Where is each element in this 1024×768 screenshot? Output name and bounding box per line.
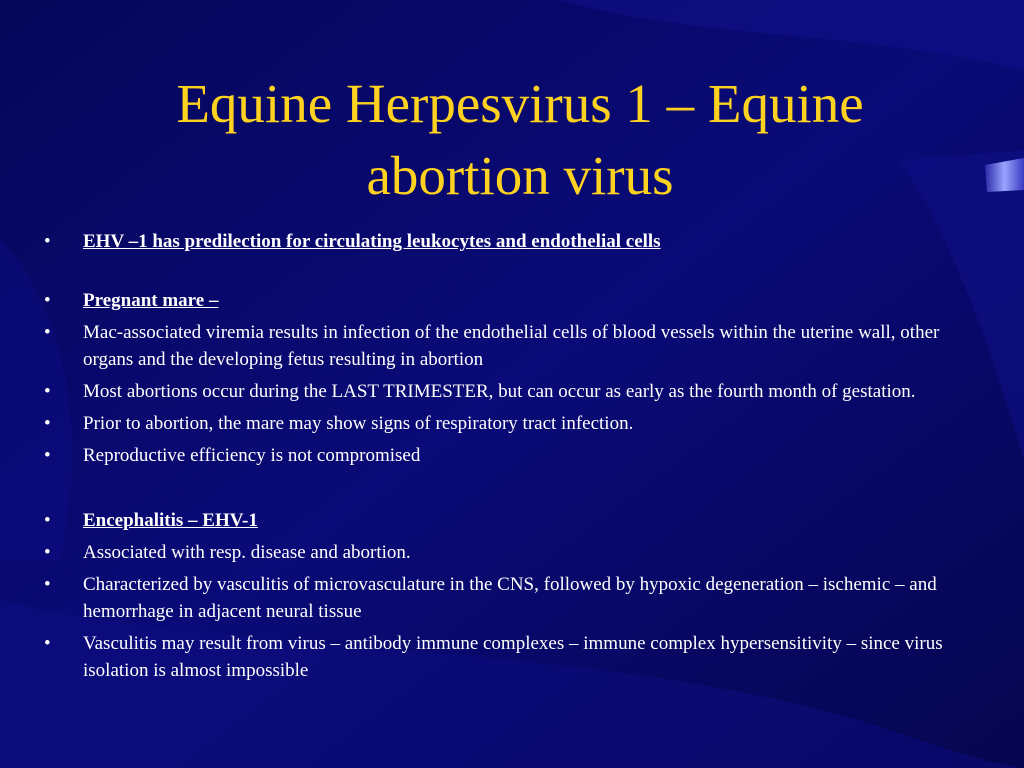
slide-title bbox=[70, 68, 970, 212]
bullet-item bbox=[0, 442, 1024, 469]
bullet-item bbox=[0, 410, 1024, 437]
bullet-text: Vasculitis may result from virus – antibody immune complexes – immune complex hypersensitivity – since virus isolation is almost impossible bbox=[83, 633, 943, 681]
bullet-item bbox=[0, 287, 1024, 314]
bullet-heading: Encephalitis – EHV-1 bbox=[83, 510, 258, 531]
bullet-item bbox=[0, 539, 1024, 566]
bullet-marker: • bbox=[44, 445, 51, 466]
bullet-marker: • bbox=[44, 322, 51, 343]
bullet-marker: • bbox=[44, 510, 51, 531]
bullet-text: Mac-associated viremia results in infection of the endothelial cells of blood vessels within the uterine wall, other organs and the developing fetus resulting in abortion bbox=[83, 322, 940, 370]
bullet-heading: Pregnant mare – bbox=[83, 290, 219, 311]
bullet-marker: • bbox=[44, 231, 51, 252]
bullet-text: Reproductive efficiency is not compromised bbox=[83, 445, 421, 466]
bullet-heading: EHV –1 has predilection for circulating leukocytes and endothelial cells bbox=[83, 231, 661, 252]
bullet-marker: • bbox=[44, 542, 51, 563]
bullet-marker: • bbox=[44, 413, 51, 434]
bullet-marker: • bbox=[44, 574, 51, 595]
bullet-text: Prior to abortion, the mare may show signs of respiratory tract infection. bbox=[83, 413, 634, 434]
bullet-text: Most abortions occur during the LAST TRIMESTER, but can occur as early as the fourth month of gestation. bbox=[83, 381, 916, 402]
title-line-1: Equine Herpesvirus 1 – Equine bbox=[176, 73, 864, 134]
bullet-text: Characterized by vasculitis of microvasculature in the CNS, followed by hypoxic degeneration – ischemic – and hemorrhage in adjacent neural tissue bbox=[83, 574, 937, 622]
bullet-marker: • bbox=[44, 290, 51, 311]
title-line-2: abortion virus bbox=[366, 145, 674, 206]
bullet-item bbox=[0, 571, 1024, 625]
bullet-item bbox=[0, 507, 1024, 534]
bullet-item bbox=[0, 319, 1024, 373]
bullet-item bbox=[0, 228, 1024, 255]
bullet-marker: • bbox=[44, 381, 51, 402]
bullet-marker: • bbox=[44, 633, 51, 654]
bullet-item bbox=[0, 630, 1024, 684]
bullet-text: Associated with resp. disease and abortion. bbox=[83, 542, 411, 563]
bullet-list bbox=[0, 228, 1024, 689]
bullet-item bbox=[0, 378, 1024, 405]
